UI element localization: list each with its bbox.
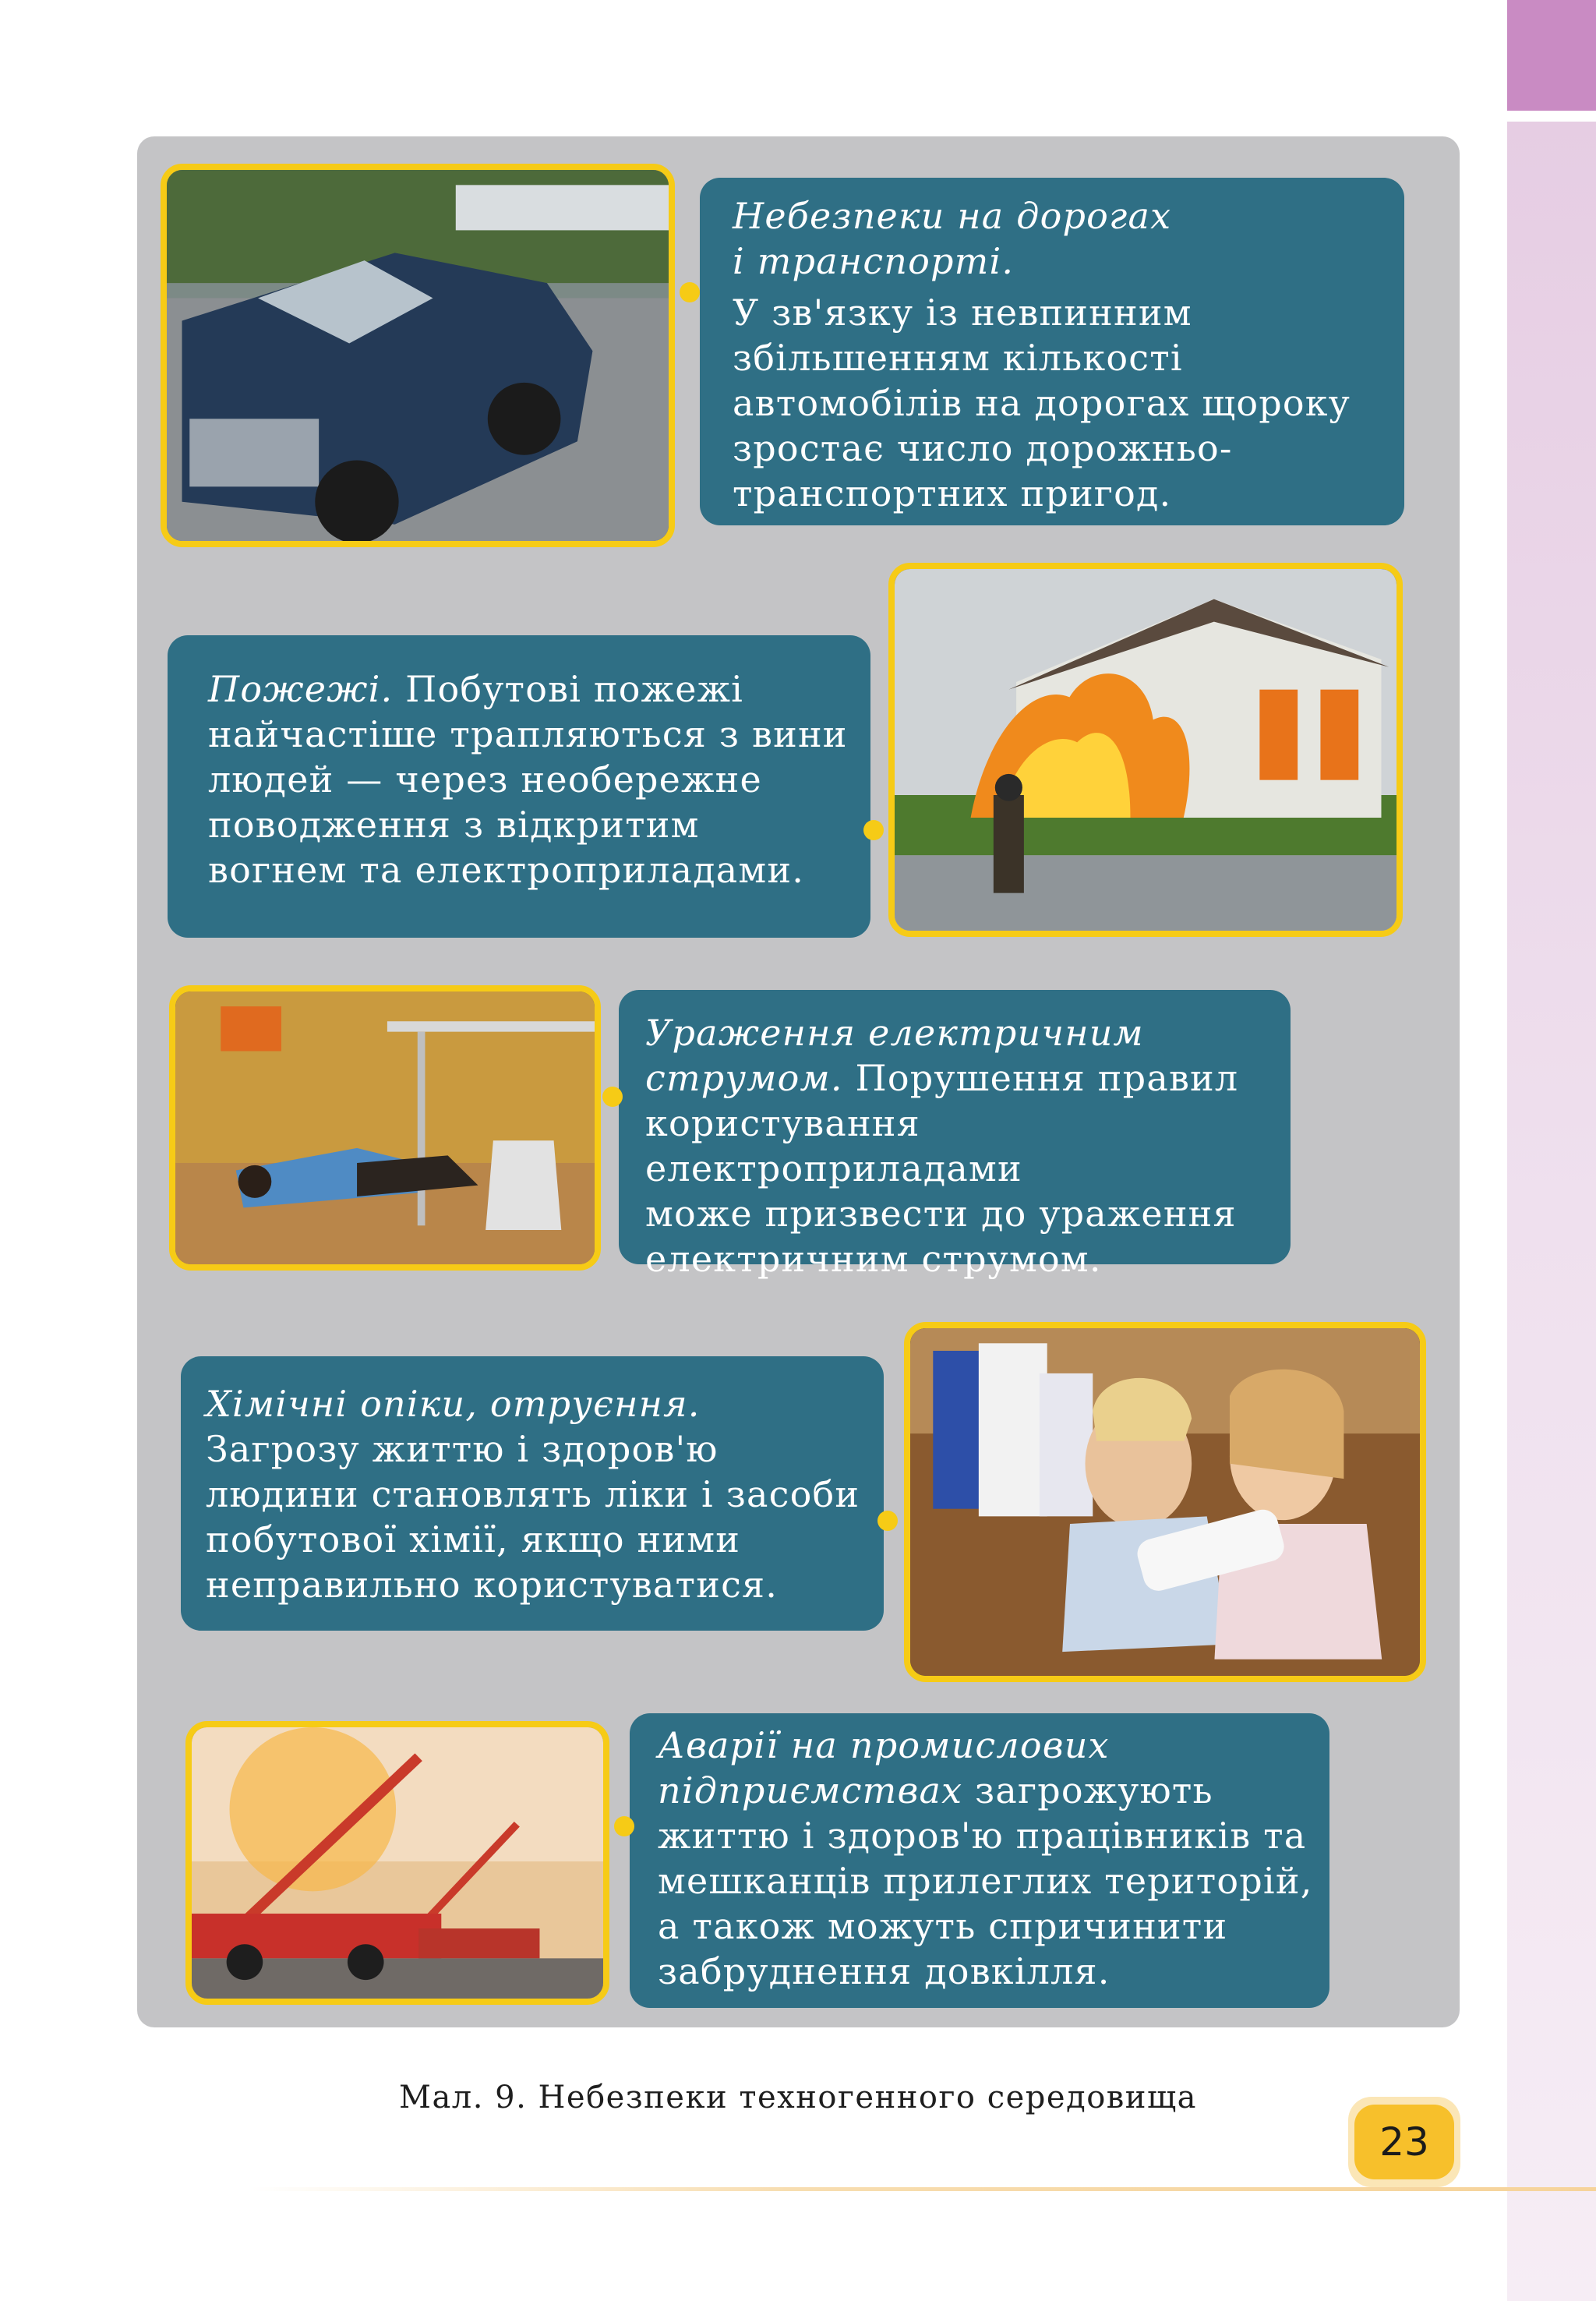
- card-line: транспортних пригод.: [733, 472, 1172, 514]
- photo-house-fire: [888, 563, 1403, 937]
- photo-electric-shock: [169, 985, 601, 1271]
- photo-children-chemicals: [904, 1322, 1426, 1682]
- card-line: поводження з відкритим: [208, 804, 700, 846]
- card-electric-shock: [619, 990, 1291, 1280]
- card-title-cont: струмом.: [645, 1057, 843, 1099]
- card-title: Ураження електричним: [645, 1012, 1144, 1054]
- connector-dot: [863, 820, 884, 840]
- card-line: людей — через необережне: [208, 758, 762, 801]
- card-line: найчастіше трапляються з вини: [208, 713, 848, 755]
- card-title: Небезпеки на дорогах: [733, 195, 1172, 237]
- connector-dot: [877, 1511, 898, 1531]
- connector-dot: [602, 1087, 623, 1107]
- card-line: забруднення довкілля.: [658, 1950, 1110, 1992]
- card-line: може призвести до ураження: [645, 1193, 1237, 1235]
- connector-dot: [680, 282, 700, 302]
- connector-dot: [614, 1816, 634, 1836]
- card-line: людини становлять ліки і засоби: [206, 1473, 860, 1515]
- card-line: Порушення правил: [842, 1057, 1239, 1099]
- page-number: 23: [1354, 2105, 1454, 2179]
- card-title-cont: підприємствах: [658, 1769, 963, 1811]
- card-line: Загрозу життю і здоров'ю: [206, 1428, 719, 1470]
- card-line: загрожують: [962, 1769, 1213, 1811]
- card-chemical-burns: [181, 1356, 884, 1631]
- card-title: Пожежі.: [208, 668, 394, 710]
- card-title: Аварії на промислових: [658, 1724, 1110, 1766]
- photo-industrial-accident: [185, 1721, 609, 2005]
- card-line: побутової хімії, якщо ними: [206, 1518, 741, 1561]
- card-line: Побутові пожежі: [393, 668, 744, 710]
- card-title: Хімічні опіки, отруєння.: [206, 1383, 701, 1425]
- card-line: користування електроприладами: [645, 1102, 1022, 1189]
- card-fires: [168, 635, 870, 938]
- card-line: електричним струмом.: [645, 1238, 1102, 1280]
- photo-car-crash: [161, 164, 675, 547]
- card-line: життю і здоров'ю працівників та: [658, 1815, 1307, 1857]
- card-line: У зв'язку із невпинним: [733, 292, 1192, 334]
- card-roads-transport: [700, 178, 1404, 525]
- footer-divider: [249, 2187, 1596, 2191]
- figure-caption: Мал. 9. Небезпеки техногенного середовища: [398, 2080, 1198, 2115]
- card-line: неправильно користуватися.: [206, 1564, 779, 1606]
- decorative-strip-top: [1507, 0, 1596, 111]
- card-line: а також можуть спричинити: [658, 1905, 1228, 1947]
- card-title-cont: і транспорті.: [733, 240, 1015, 282]
- card-line: автомобілів на дорогах щороку: [733, 382, 1351, 424]
- card-line: зростає число дорожньо-: [733, 427, 1233, 469]
- card-industrial-accidents: [630, 1713, 1329, 2008]
- card-line: збільшенням кількості: [733, 337, 1183, 379]
- card-line: мешканців прилеглих територій,: [658, 1860, 1313, 1902]
- card-line: вогнем та електроприладами.: [208, 849, 805, 891]
- decorative-strip: [1507, 122, 1596, 2301]
